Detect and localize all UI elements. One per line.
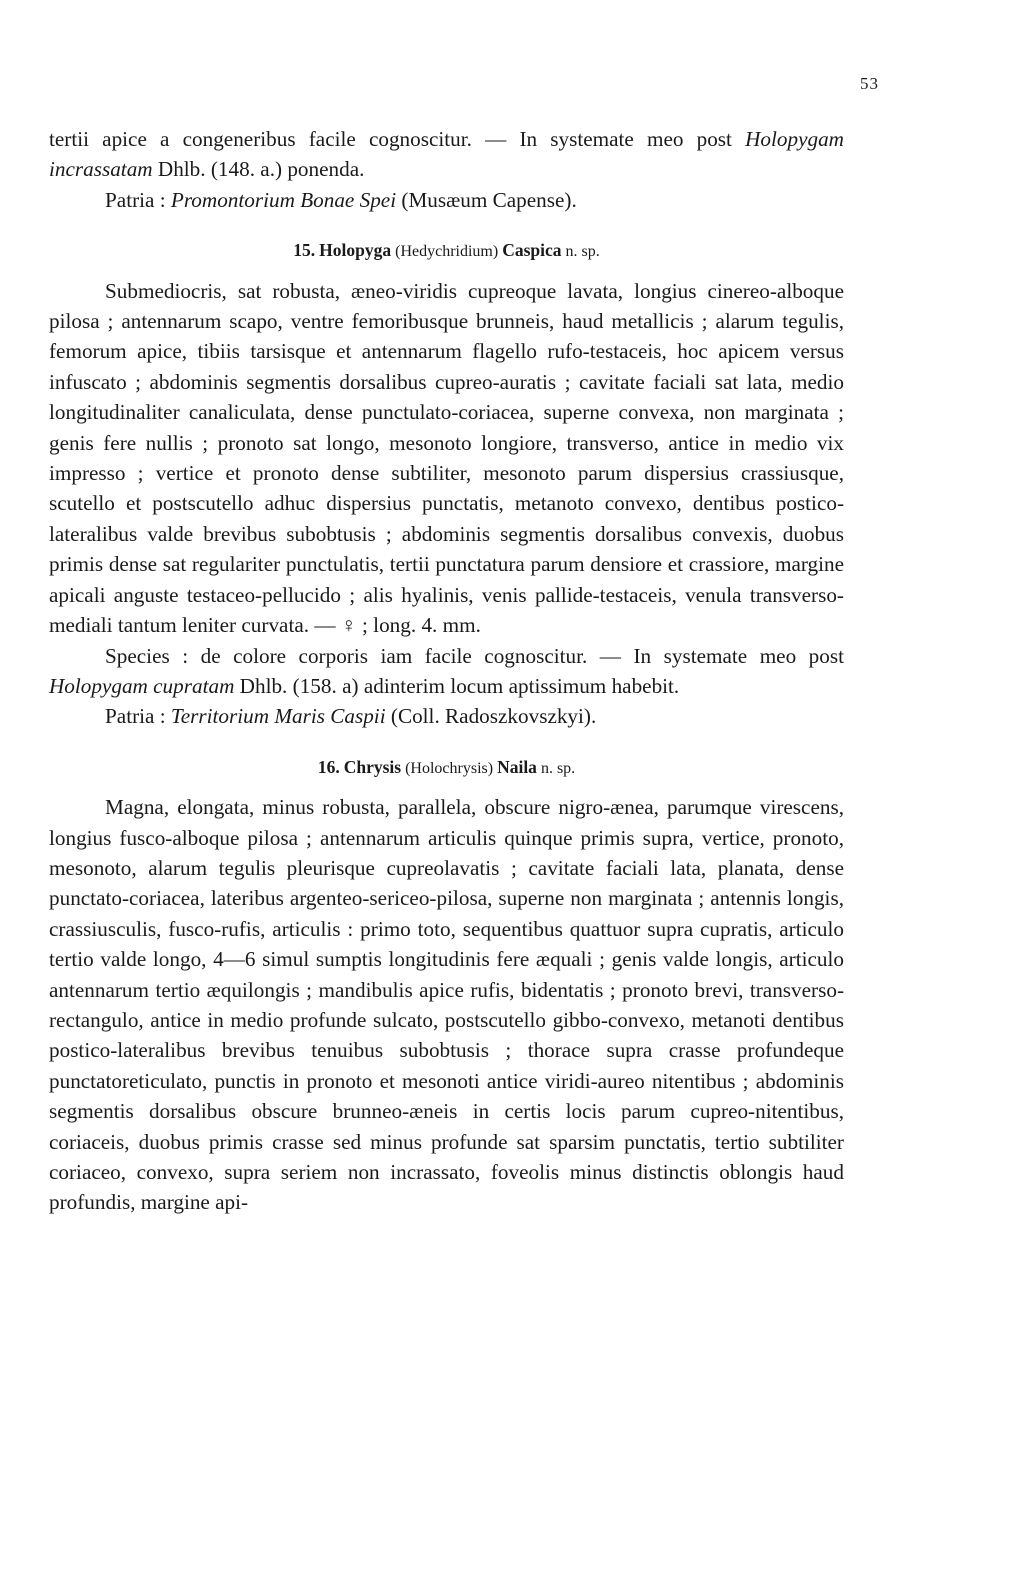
species-16-description: Magna, elongata, minus robusta, parallela, obscure nigro-ænea, parumque virescens, longius fusco-alboque pilosa ; antennarum articulis quinque primis supra, vertice, pronoto, mesonoto, alarum tegulis pleurisque cupreolavatis ; cavitate faciali lata, planata, dense punctato-coriacea, lateribus argenteo-sericeo-pilosa, superne non marginata ; antennis longis, crassiusculis, fusco-rufis, articulis : primo toto, sequentibus quattuor supra cupratis, articulo tertio valde longo, 4—6 simul sumptis longitudinis fere æquali ; genis valde longis, articulo antennarum tertio æquilongis ; mandibulis apice rufis, bidentatis ; pronoto brevi, transverso-rectangulo, antice in medio profunde sulcato, postscutello gibbo-convexo, metanoti dentibus postico-lateralibus brevibus tenuibus subobtusis ; thorace supra crasse profundeque punctatoreticulato, punctis in pronoto et mesonoti antice viridi-aureo nitentibus ; abdominis segmentis dorsalibus obscure brunneo-æneis in certis locis parum cupreo-nitentibus, coriaceis, duobus primis crasse sed minus profunde sat sparsim punctatis, tertio subtiliter coriaceo, convexo, supra seriem non incrassato, foveolis minus distinctis oblongis haud profundis, margine api- — [49, 795, 844, 1215]
species-15-description: Submediocris, sat robusta, æneo-viridis cupreoque lavata, longius cinereo-alboque pilosa ; antennarum scapo, ventre femoribusque brunneis, haud metallicis ; alarum tegulis, femorum apice, tibiis tarsisque et antennarum flagello rufo-testaceis, hoc apicem versus infuscato ; abdominis segmentis dorsalibus cupreo-auratis ; cavitate faciali sat lata, medio longitudinaliter canaliculata, dense punctulato-coriacea, superne convexa, non marginata ; genis fere nullis ; pronoto sat longo, mesonoto longiore, transverso, antice in medio vix impresso ; vertice et pronoto dense subtiliter, mesonoto parum dispersius crassiusque, scutello et postscutello adhuc dispersius punctatis, metanoto convexo, dentibus postico-lateralibus valde brevibus subobtusis ; abdominis segmentis dorsalibus convexis, duobus primis dense sat regulariter punctulatis, tertii punctatura parum densiore et crassiore, margine apicali anguste testaceo-pellucido ; alis hyalinis, venis pallide-testaceis, venula transverso-mediali tantum leniter curvata. — ♀ ; long. 4. mm. — [49, 278, 844, 638]
intro-paragraph: tertii apice a congeneribus facile cognoscitur. — In systemate meo post Holopygam incrassatam Dhlb. (148. a.) ponenda. — [49, 127, 844, 182]
document-body — [49, 124, 844, 1218]
page-number: 53 — [860, 74, 879, 93]
intro-patria: Patria : Promontorium Bonae Spei (Musæum Capense). — [105, 187, 577, 212]
species-15-remarks: Species : de colore corporis iam facile cognoscitur. — In systemate meo post Holopygam cupratam Dhlb. (158. a) adinterim locum aptissimum habebit. — [49, 643, 844, 698]
species-15-patria: Patria : Territorium Maris Caspii (Coll. Radoszkovszkyi). — [105, 704, 597, 729]
species-15-heading: 15. Holopyga (Hedychridium) Caspica n. sp. — [293, 240, 600, 261]
species-16-heading: 16. Chrysis (Holochrysis) Naila n. sp. — [317, 756, 576, 777]
